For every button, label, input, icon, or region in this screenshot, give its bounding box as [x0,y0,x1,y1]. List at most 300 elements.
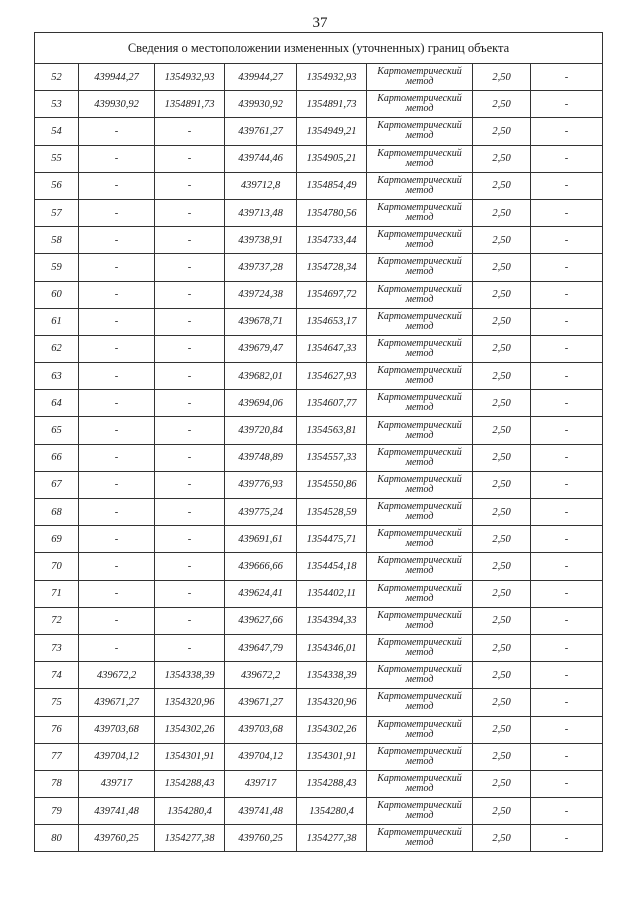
table-row [35,798,603,825]
method-line-2: метод [405,810,434,822]
point-number-cell: 75 [35,689,79,716]
table-row [35,471,603,498]
method-cell [367,417,473,444]
point-number-cell: 69 [35,526,79,553]
accuracy-cell: 2,50 [473,281,531,308]
refined-y-cell: 1354697,72 [297,281,367,308]
accuracy-cell: 2,50 [473,634,531,661]
existing-x-cell: 439741,48 [79,798,155,825]
refined-x-cell: 439761,27 [225,118,297,145]
point-number-cell: 72 [35,607,79,634]
table-row [35,172,603,199]
accuracy-cell: 2,50 [473,798,531,825]
method-line-1: Картометрический [377,147,462,159]
method-cell [367,798,473,825]
point-number-cell: 61 [35,308,79,335]
table-row [35,444,603,471]
existing-x-cell: - [79,580,155,607]
method-line-2: метод [405,429,434,441]
existing-y-cell: - [155,281,225,308]
method-line-1: Картометрический [377,392,462,404]
table-row [35,363,603,390]
existing-x-cell: 439672,2 [79,662,155,689]
table-row [35,526,603,553]
table-row [35,281,603,308]
point-number-cell: 68 [35,499,79,526]
refined-y-cell: 1354454,18 [297,553,367,580]
method-line-2: метод [405,565,434,577]
accuracy-cell: 2,50 [473,172,531,199]
accuracy-cell: 2,50 [473,254,531,281]
method-line-1: Картометрический [377,691,462,703]
method-cell [367,308,473,335]
refined-x-cell: 439627,66 [225,607,297,634]
note-cell: - [531,91,603,118]
method-cell [367,91,473,118]
note-cell: - [531,634,603,661]
existing-y-cell: - [155,417,225,444]
refined-x-cell: 439624,41 [225,580,297,607]
refined-y-cell: 1354394,33 [297,607,367,634]
note-cell: - [531,227,603,254]
refined-x-cell: 439760,25 [225,825,297,852]
refined-y-cell: 1354932,93 [297,64,367,91]
accuracy-cell: 2,50 [473,743,531,770]
refined-y-cell: 1354733,44 [297,227,367,254]
accuracy-cell: 2,50 [473,662,531,689]
refined-y-cell: 1354277,38 [297,825,367,852]
method-cell [367,199,473,226]
point-number-cell: 57 [35,199,79,226]
accuracy-cell: 2,50 [473,770,531,797]
method-cell [367,716,473,743]
note-cell: - [531,118,603,145]
note-cell: - [531,798,603,825]
existing-x-cell: - [79,499,155,526]
existing-y-cell: - [155,254,225,281]
method-line-2: метод [405,76,434,88]
method-line-2: метод [405,728,434,740]
method-cell [367,145,473,172]
table-row [35,335,603,362]
method-line-1: Картометрический [377,609,462,621]
refined-y-cell: 1354780,56 [297,199,367,226]
point-number-cell: 53 [35,91,79,118]
note-cell: - [531,607,603,634]
refined-x-cell: 439682,01 [225,363,297,390]
table-row [35,254,603,281]
note-cell: - [531,770,603,797]
refined-x-cell: 439737,28 [225,254,297,281]
existing-y-cell: 1354891,73 [155,91,225,118]
refined-x-cell: 439944,27 [225,64,297,91]
method-line-2: метод [405,647,434,659]
method-line-1: Картометрический [377,120,462,132]
existing-y-cell: - [155,499,225,526]
accuracy-cell: 2,50 [473,471,531,498]
method-line-1: Картометрический [377,664,462,676]
method-line-2: метод [405,184,434,196]
existing-y-cell: - [155,580,225,607]
existing-y-cell: - [155,363,225,390]
accuracy-cell: 2,50 [473,227,531,254]
existing-y-cell: - [155,390,225,417]
accuracy-cell: 2,50 [473,444,531,471]
note-cell: - [531,145,603,172]
existing-x-cell: 439717 [79,770,155,797]
table-row [35,662,603,689]
method-line-1: Картометрический [377,718,462,730]
method-line-1: Картометрический [377,582,462,594]
accuracy-cell: 2,50 [473,825,531,852]
method-line-1: Картометрический [377,473,462,485]
table-row [35,390,603,417]
refined-x-cell: 439704,12 [225,743,297,770]
method-cell [367,444,473,471]
table-row [35,417,603,444]
method-cell [367,607,473,634]
point-number-cell: 52 [35,64,79,91]
existing-x-cell: - [79,471,155,498]
method-cell [367,553,473,580]
existing-y-cell: 1354288,43 [155,770,225,797]
boundary-coordinates-table [34,32,603,852]
refined-y-cell: 1354346,01 [297,634,367,661]
table-row [35,64,603,91]
point-number-cell: 59 [35,254,79,281]
table-row [35,227,603,254]
accuracy-cell: 2,50 [473,390,531,417]
existing-y-cell: - [155,227,225,254]
note-cell: - [531,444,603,471]
table-row [35,91,603,118]
table-caption-row [35,33,603,64]
table-row [35,145,603,172]
point-number-cell: 77 [35,743,79,770]
refined-x-cell: 439776,93 [225,471,297,498]
method-line-1: Картометрический [377,555,462,567]
refined-x-cell: 439703,68 [225,716,297,743]
method-cell [367,580,473,607]
note-cell: - [531,308,603,335]
existing-x-cell: - [79,227,155,254]
refined-y-cell: 1354528,59 [297,499,367,526]
method-cell [367,770,473,797]
existing-x-cell: - [79,390,155,417]
table-row [35,770,603,797]
refined-y-cell: 1354302,26 [297,716,367,743]
note-cell: - [531,499,603,526]
existing-x-cell: - [79,308,155,335]
note-cell: - [531,716,603,743]
refined-y-cell: 1354563,81 [297,417,367,444]
refined-y-cell: 1354338,39 [297,662,367,689]
table-row [35,607,603,634]
method-line-2: метод [405,837,434,849]
refined-x-cell: 439748,89 [225,444,297,471]
method-cell [367,390,473,417]
refined-x-cell: 439694,06 [225,390,297,417]
accuracy-cell: 2,50 [473,553,531,580]
note-cell: - [531,363,603,390]
refined-x-cell: 439678,71 [225,308,297,335]
table-row [35,634,603,661]
method-line-1: Картометрический [377,800,462,812]
table-row [35,553,603,580]
existing-x-cell: - [79,444,155,471]
refined-y-cell: 1354854,49 [297,172,367,199]
method-line-2: метод [405,212,434,224]
existing-x-cell: - [79,417,155,444]
method-line-1: Картометрический [377,256,462,268]
method-cell [367,743,473,770]
method-cell [367,499,473,526]
existing-y-cell: 1354320,96 [155,689,225,716]
method-line-2: метод [405,483,434,495]
refined-y-cell: 1354288,43 [297,770,367,797]
note-cell: - [531,825,603,852]
point-number-cell: 56 [35,172,79,199]
method-line-1: Картометрический [377,337,462,349]
existing-x-cell: - [79,335,155,362]
refined-y-cell: 1354550,86 [297,471,367,498]
refined-x-cell: 439713,48 [225,199,297,226]
refined-x-cell: 439691,61 [225,526,297,553]
existing-y-cell: 1354302,26 [155,716,225,743]
note-cell: - [531,281,603,308]
accuracy-cell: 2,50 [473,91,531,118]
note-cell: - [531,662,603,689]
refined-x-cell: 439671,27 [225,689,297,716]
accuracy-cell: 2,50 [473,499,531,526]
method-cell [367,825,473,852]
method-line-1: Картометрический [377,637,462,649]
point-number-cell: 74 [35,662,79,689]
existing-x-cell: 439930,92 [79,91,155,118]
method-line-1: Картометрический [377,419,462,431]
accuracy-cell: 2,50 [473,64,531,91]
refined-y-cell: 1354280,4 [297,798,367,825]
refined-y-cell: 1354905,21 [297,145,367,172]
existing-x-cell: - [79,145,155,172]
existing-y-cell: - [155,634,225,661]
method-line-1: Картометрический [377,827,462,839]
method-cell [367,363,473,390]
table-row [35,825,603,852]
existing-x-cell: 439703,68 [79,716,155,743]
point-number-cell: 55 [35,145,79,172]
method-line-2: метод [405,456,434,468]
point-number-cell: 58 [35,227,79,254]
table-row [35,689,603,716]
method-line-2: метод [405,347,434,359]
method-line-1: Картометрический [377,310,462,322]
existing-x-cell: - [79,634,155,661]
method-line-1: Картометрический [377,66,462,78]
existing-x-cell: 439944,27 [79,64,155,91]
page-number: 37 [312,15,328,31]
refined-x-cell: 439738,91 [225,227,297,254]
method-line-2: метод [405,402,434,414]
point-number-cell: 64 [35,390,79,417]
refined-x-cell: 439741,48 [225,798,297,825]
refined-x-cell: 439672,2 [225,662,297,689]
existing-x-cell: - [79,281,155,308]
refined-x-cell: 439717 [225,770,297,797]
note-cell: - [531,580,603,607]
method-cell [367,634,473,661]
method-line-2: метод [405,157,434,169]
refined-y-cell: 1354557,33 [297,444,367,471]
point-number-cell: 71 [35,580,79,607]
existing-y-cell: 1354277,38 [155,825,225,852]
table-row [35,580,603,607]
point-number-cell: 70 [35,553,79,580]
point-number-cell: 65 [35,417,79,444]
point-number-cell: 78 [35,770,79,797]
note-cell: - [531,743,603,770]
accuracy-cell: 2,50 [473,145,531,172]
existing-y-cell: 1354932,93 [155,64,225,91]
refined-x-cell: 439720,84 [225,417,297,444]
method-line-1: Картометрический [377,501,462,513]
method-line-2: метод [405,755,434,767]
refined-x-cell: 439930,92 [225,91,297,118]
point-number-cell: 60 [35,281,79,308]
note-cell: - [531,390,603,417]
method-line-2: метод [405,592,434,604]
point-number-cell: 62 [35,335,79,362]
note-cell: - [531,335,603,362]
existing-y-cell: - [155,607,225,634]
method-cell [367,335,473,362]
point-number-cell: 73 [35,634,79,661]
point-number-cell: 67 [35,471,79,498]
accuracy-cell: 2,50 [473,118,531,145]
table-caption: Сведения о местоположении измененных (уточненных) границ объекта [35,33,603,64]
existing-x-cell: - [79,254,155,281]
refined-y-cell: 1354653,17 [297,308,367,335]
table-row [35,118,603,145]
method-line-1: Картометрический [377,202,462,214]
method-line-2: метод [405,701,434,713]
accuracy-cell: 2,50 [473,716,531,743]
method-line-1: Картометрический [377,446,462,458]
method-line-2: метод [405,511,434,523]
existing-x-cell: - [79,553,155,580]
method-line-1: Картометрический [377,772,462,784]
method-line-1: Картометрический [377,528,462,540]
method-cell [367,227,473,254]
note-cell: - [531,417,603,444]
existing-y-cell: - [155,471,225,498]
method-line-2: метод [405,782,434,794]
method-line-2: метод [405,130,434,142]
existing-y-cell: - [155,444,225,471]
refined-y-cell: 1354728,34 [297,254,367,281]
existing-y-cell: - [155,526,225,553]
method-line-2: метод [405,239,434,251]
refined-y-cell: 1354402,11 [297,580,367,607]
refined-y-cell: 1354949,21 [297,118,367,145]
existing-y-cell: - [155,553,225,580]
existing-x-cell: 439671,27 [79,689,155,716]
method-line-2: метод [405,320,434,332]
point-number-cell: 76 [35,716,79,743]
note-cell: - [531,254,603,281]
method-line-2: метод [405,293,434,305]
existing-y-cell: - [155,308,225,335]
refined-y-cell: 1354647,33 [297,335,367,362]
note-cell: - [531,172,603,199]
point-number-cell: 66 [35,444,79,471]
existing-x-cell: - [79,199,155,226]
existing-x-cell: 439760,25 [79,825,155,852]
method-cell [367,689,473,716]
table-row [35,499,603,526]
refined-y-cell: 1354607,77 [297,390,367,417]
method-line-1: Картометрический [377,93,462,105]
accuracy-cell: 2,50 [473,335,531,362]
refined-x-cell: 439679,47 [225,335,297,362]
method-line-2: метод [405,619,434,631]
refined-x-cell: 439744,46 [225,145,297,172]
existing-y-cell: - [155,199,225,226]
refined-y-cell: 1354891,73 [297,91,367,118]
existing-y-cell: - [155,118,225,145]
method-cell [367,64,473,91]
point-number-cell: 54 [35,118,79,145]
note-cell: - [531,64,603,91]
existing-x-cell: - [79,607,155,634]
method-line-1: Картометрический [377,229,462,241]
method-cell [367,254,473,281]
accuracy-cell: 2,50 [473,689,531,716]
existing-x-cell: - [79,172,155,199]
accuracy-cell: 2,50 [473,607,531,634]
method-line-1: Картометрический [377,745,462,757]
point-number-cell: 63 [35,363,79,390]
existing-y-cell: - [155,145,225,172]
method-line-2: метод [405,538,434,550]
method-cell [367,662,473,689]
note-cell: - [531,199,603,226]
accuracy-cell: 2,50 [473,417,531,444]
existing-x-cell: - [79,526,155,553]
refined-x-cell: 439647,79 [225,634,297,661]
table-row [35,308,603,335]
point-number-cell: 79 [35,798,79,825]
refined-y-cell: 1354475,71 [297,526,367,553]
existing-x-cell: 439704,12 [79,743,155,770]
table-row [35,199,603,226]
method-cell [367,526,473,553]
method-cell [367,172,473,199]
refined-x-cell: 439775,24 [225,499,297,526]
existing-y-cell: 1354280,4 [155,798,225,825]
note-cell: - [531,526,603,553]
method-cell [367,118,473,145]
point-number-cell: 80 [35,825,79,852]
method-line-2: метод [405,375,434,387]
accuracy-cell: 2,50 [473,363,531,390]
note-cell: - [531,553,603,580]
refined-x-cell: 439724,38 [225,281,297,308]
table-row [35,716,603,743]
existing-y-cell: 1354338,39 [155,662,225,689]
method-cell [367,281,473,308]
method-line-1: Картометрический [377,365,462,377]
